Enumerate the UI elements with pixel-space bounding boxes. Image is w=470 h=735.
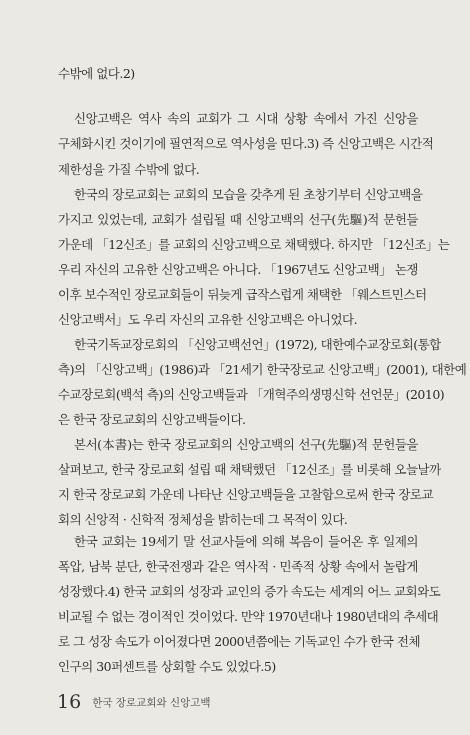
text-line: 로 그 성장 속도가 이어졌다면 2000년쯤에는 기독교인 수가 한국 전체	[58, 634, 421, 649]
text-line: 본서(本書)는 한국 장로교회의 신앙고백의 선구(先驅)적 문헌들을	[74, 437, 418, 452]
text-line: 수밖에 없다.2)	[58, 66, 135, 81]
text-line: 지 한국 장로교회 가운데 나타난 신앙고백들을 고찰함으로써 한국 장로교	[58, 487, 434, 502]
text-line: 가운데 「12신조」를 교회의 신앙고백으로 채택했다. 하지만 「12신조」는	[58, 237, 450, 252]
text-line: 한국의 장로교회는 교회의 모습을 갖추게 된 초창기부터 신앙고백을	[74, 187, 423, 202]
text-line: 성장했다.4) 한국 교회의 성장과 교인의 증가 속도는 세계의 어느 교회와도	[58, 584, 441, 599]
text-line: 회의 신앙적 · 신학적 정체성을 밝히는데 그 목적이 있다.	[58, 512, 348, 527]
text-line: 측)의 「신앙고백」(1986)과 「21세기 한국장로교 신앙고백」(2001), 대한예	[58, 362, 467, 377]
text-line: 은 한국 장로교회의 신앙고백들이다.	[58, 412, 246, 427]
text-line: 살펴보고, 한국 장로교회 설립 때 채택했던 「12신조」를 비롯해 오늘날까	[58, 462, 441, 477]
text-line: 수교장로회(백석 측)의 신앙고백들과 「개혁주의생명신학 선언문」(2010)	[58, 387, 445, 402]
text-line: 한국기독교장로회의 「신앙고백선언」(1972), 대한예수교장로회(통합	[74, 337, 441, 352]
page-footer	[57, 691, 211, 713]
text-line: 인구의 30퍼센트를 상회할 수도 있었다.5)	[58, 659, 276, 674]
text-line: 폭압, 남북 분단, 한국전쟁과 같은 역사적 · 민족적 상황 속에서 놀랍게	[58, 559, 418, 574]
text-line: 비교될 수 없는 경이적인 것이었다. 만약 1970년대나 1980년대의 추세대	[58, 609, 439, 624]
text-line: 제한성을 가질 수밖에 없다.	[58, 162, 200, 177]
text-line: 이후 보수적인 장로교회들이 뒤늦게 급작스럽게 채택한 「웨스트민스터	[58, 287, 427, 302]
text-line: 한국 교회는 19세기 말 선교사들에 의해 복음이 들어온 후 일제의	[74, 534, 418, 549]
text-line: 신앙고백서」도 우리 자신의 고유한 신앙고백은 아니었다.	[58, 312, 358, 327]
text-line: 구체화시킨 것이기에 필연적으로 역사성을 띤다.3) 즉 신앙고백은 시간적	[58, 136, 434, 151]
page-number: 16	[57, 691, 82, 713]
text-line: 신앙고백은 역사 속의 교회가 그 시대 상황 속에서 가진 신앙을	[74, 111, 418, 126]
running-title: 한국 장로교회와 신앙고백	[92, 697, 211, 709]
text-line: 우리 자신의 고유한 신앙고백은 아니다. 「1967년도 신앙고백」 논쟁	[58, 262, 418, 277]
text-line: 가지고 있었는데, 교회가 설립될 때 신앙고백의 선구(先驅)적 문헌들	[58, 212, 418, 227]
